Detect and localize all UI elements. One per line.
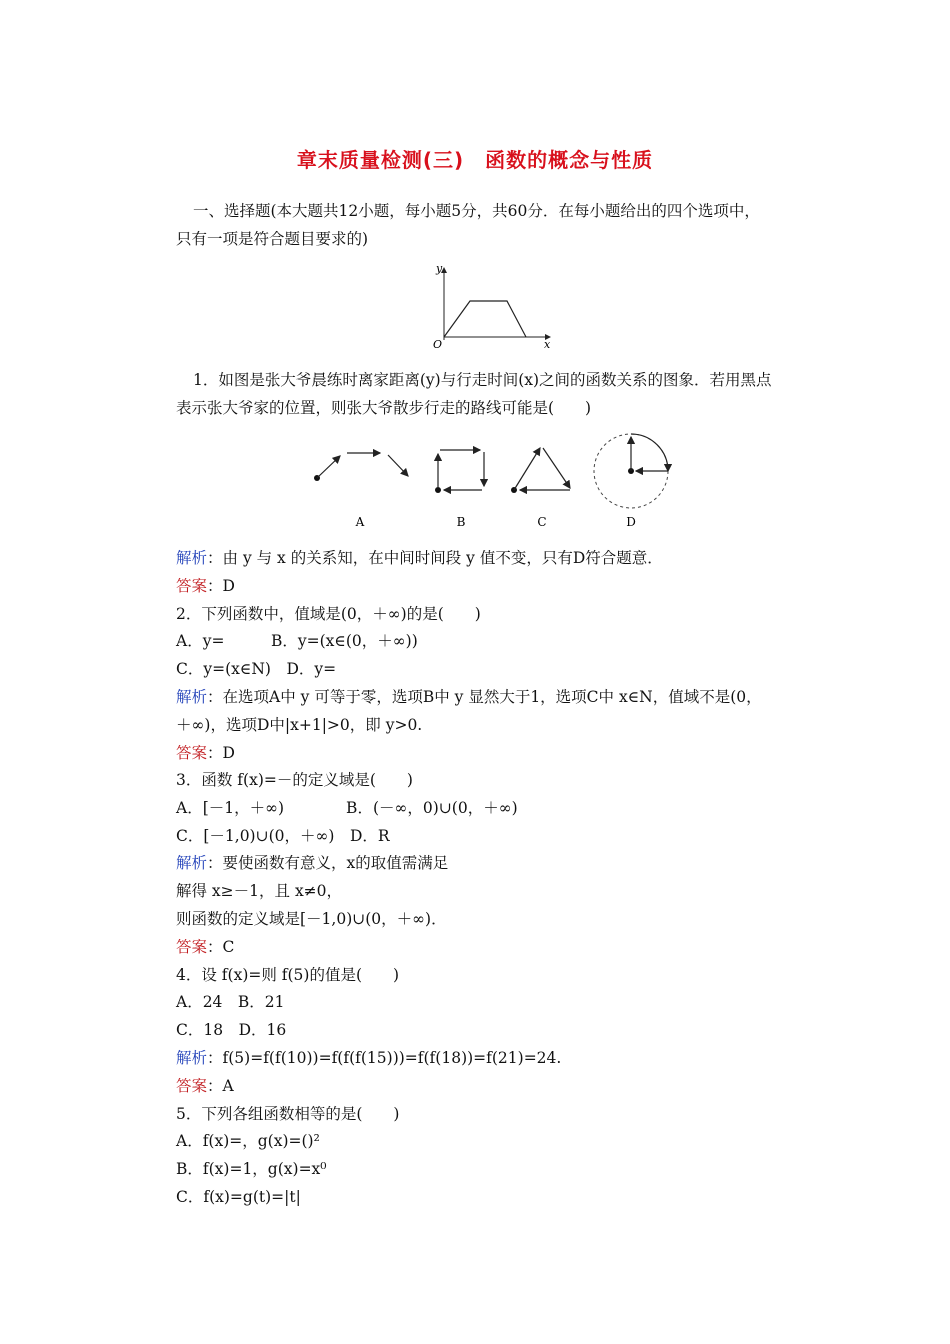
route-options-figure (300, 428, 680, 533)
graph-curve (444, 301, 526, 337)
answer-label: 答案 (176, 577, 208, 595)
q5-stem: 5．下列各组函数相等的是( ) (176, 1105, 400, 1123)
route-option-c (511, 448, 570, 493)
q2-stem: 2．下列函数中，值域是(0，＋∞)的是( ) (176, 605, 481, 623)
q4-stem: 4．设 f(x)=则 f(5)的值是( ) (176, 966, 400, 984)
page-title: 章末质量检测(三) 函数的概念与性质 (296, 148, 654, 172)
q3-stem: 3．函数 f(x)=－的定义域是( ) (176, 771, 413, 789)
x-axis-label: x (544, 338, 551, 351)
q4-analysis: 解析：f(5)=f(f(10))=f(f(f(15)))=f(f(18))=f(21)=24. (176, 1049, 562, 1067)
analysis-label: 解析 (176, 549, 208, 567)
section-intro-line1: 一、选择题(本大题共12小题，每小题5分，共60分．在每小题给出的四个选项中， (193, 202, 760, 220)
route-option-d (594, 434, 668, 508)
y-axis-label: y (436, 262, 443, 275)
option-c-label: C (537, 515, 547, 529)
q2-analysis-line1: 解析：在选项A中 y 可等于零，选项B中 y 显然大于1，选项C中 x∈N，值域不是(0， (176, 688, 762, 706)
q4-options-ab: A．24 B．21 (176, 993, 285, 1011)
q3-answer: 答案：C (176, 938, 235, 956)
q2-options-ab: A．y= B．y=(x∈(0，＋∞)) (176, 632, 418, 650)
q2-analysis-line2: ＋∞)，选项D中|x+1|>0，即 y>0. (176, 716, 423, 734)
q1-answer: 答案：D (176, 577, 235, 595)
q3-analysis-line2: 解得 x≥－1，且 x≠0， (176, 882, 343, 900)
q5-option-c: C．f(x)=g(t)=|t| (176, 1188, 301, 1206)
q2-answer: 答案：D (176, 744, 235, 762)
option-d-label: D (626, 515, 636, 529)
option-a-label: A (355, 515, 365, 529)
option-b-label: B (456, 515, 466, 529)
q3-options-cd: C．[－1,0)∪(0，＋∞) D．R (176, 827, 390, 845)
q3-analysis-line3: 则函数的定义域是[－1,0)∪(0，＋∞)． (176, 910, 447, 928)
q1-analysis: 解析：由 y 与 x 的关系知，在中间时间段 y 值不变，只有D符合题意． (176, 549, 663, 567)
q3-options-ab: A．[－1，＋∞) B．(－∞，0)∪(0，＋∞) (176, 799, 518, 817)
route-option-a (314, 453, 408, 481)
q4-options-cd: C．18 D．16 (176, 1021, 287, 1039)
origin-label: O (433, 338, 443, 351)
q3-analysis-line1: 解析：要使函数有意义，x的取值需满足 (176, 854, 449, 872)
q1-stem-line2: 表示张大爷家的位置，则张大爷散步行走的路线可能是( ) (176, 399, 592, 417)
q5-option-b: B．f(x)=1，g(x)=x⁰ (176, 1160, 327, 1178)
route-option-b (435, 450, 484, 493)
q5-option-a: A．f(x)=，g(x)=()² (176, 1132, 320, 1150)
distance-time-graph (428, 262, 558, 352)
section-intro-line2: 只有一项是符合题目要求的) (176, 230, 369, 248)
q4-answer: 答案：A (176, 1077, 234, 1095)
q2-options-cd: C．y=(x∈N) D．y= (176, 660, 337, 678)
q1-stem-line1: 1．如图是张大爷晨练时离家距离(y)与行走时间(x)之间的函数关系的图象．若用黑点 (193, 371, 772, 389)
